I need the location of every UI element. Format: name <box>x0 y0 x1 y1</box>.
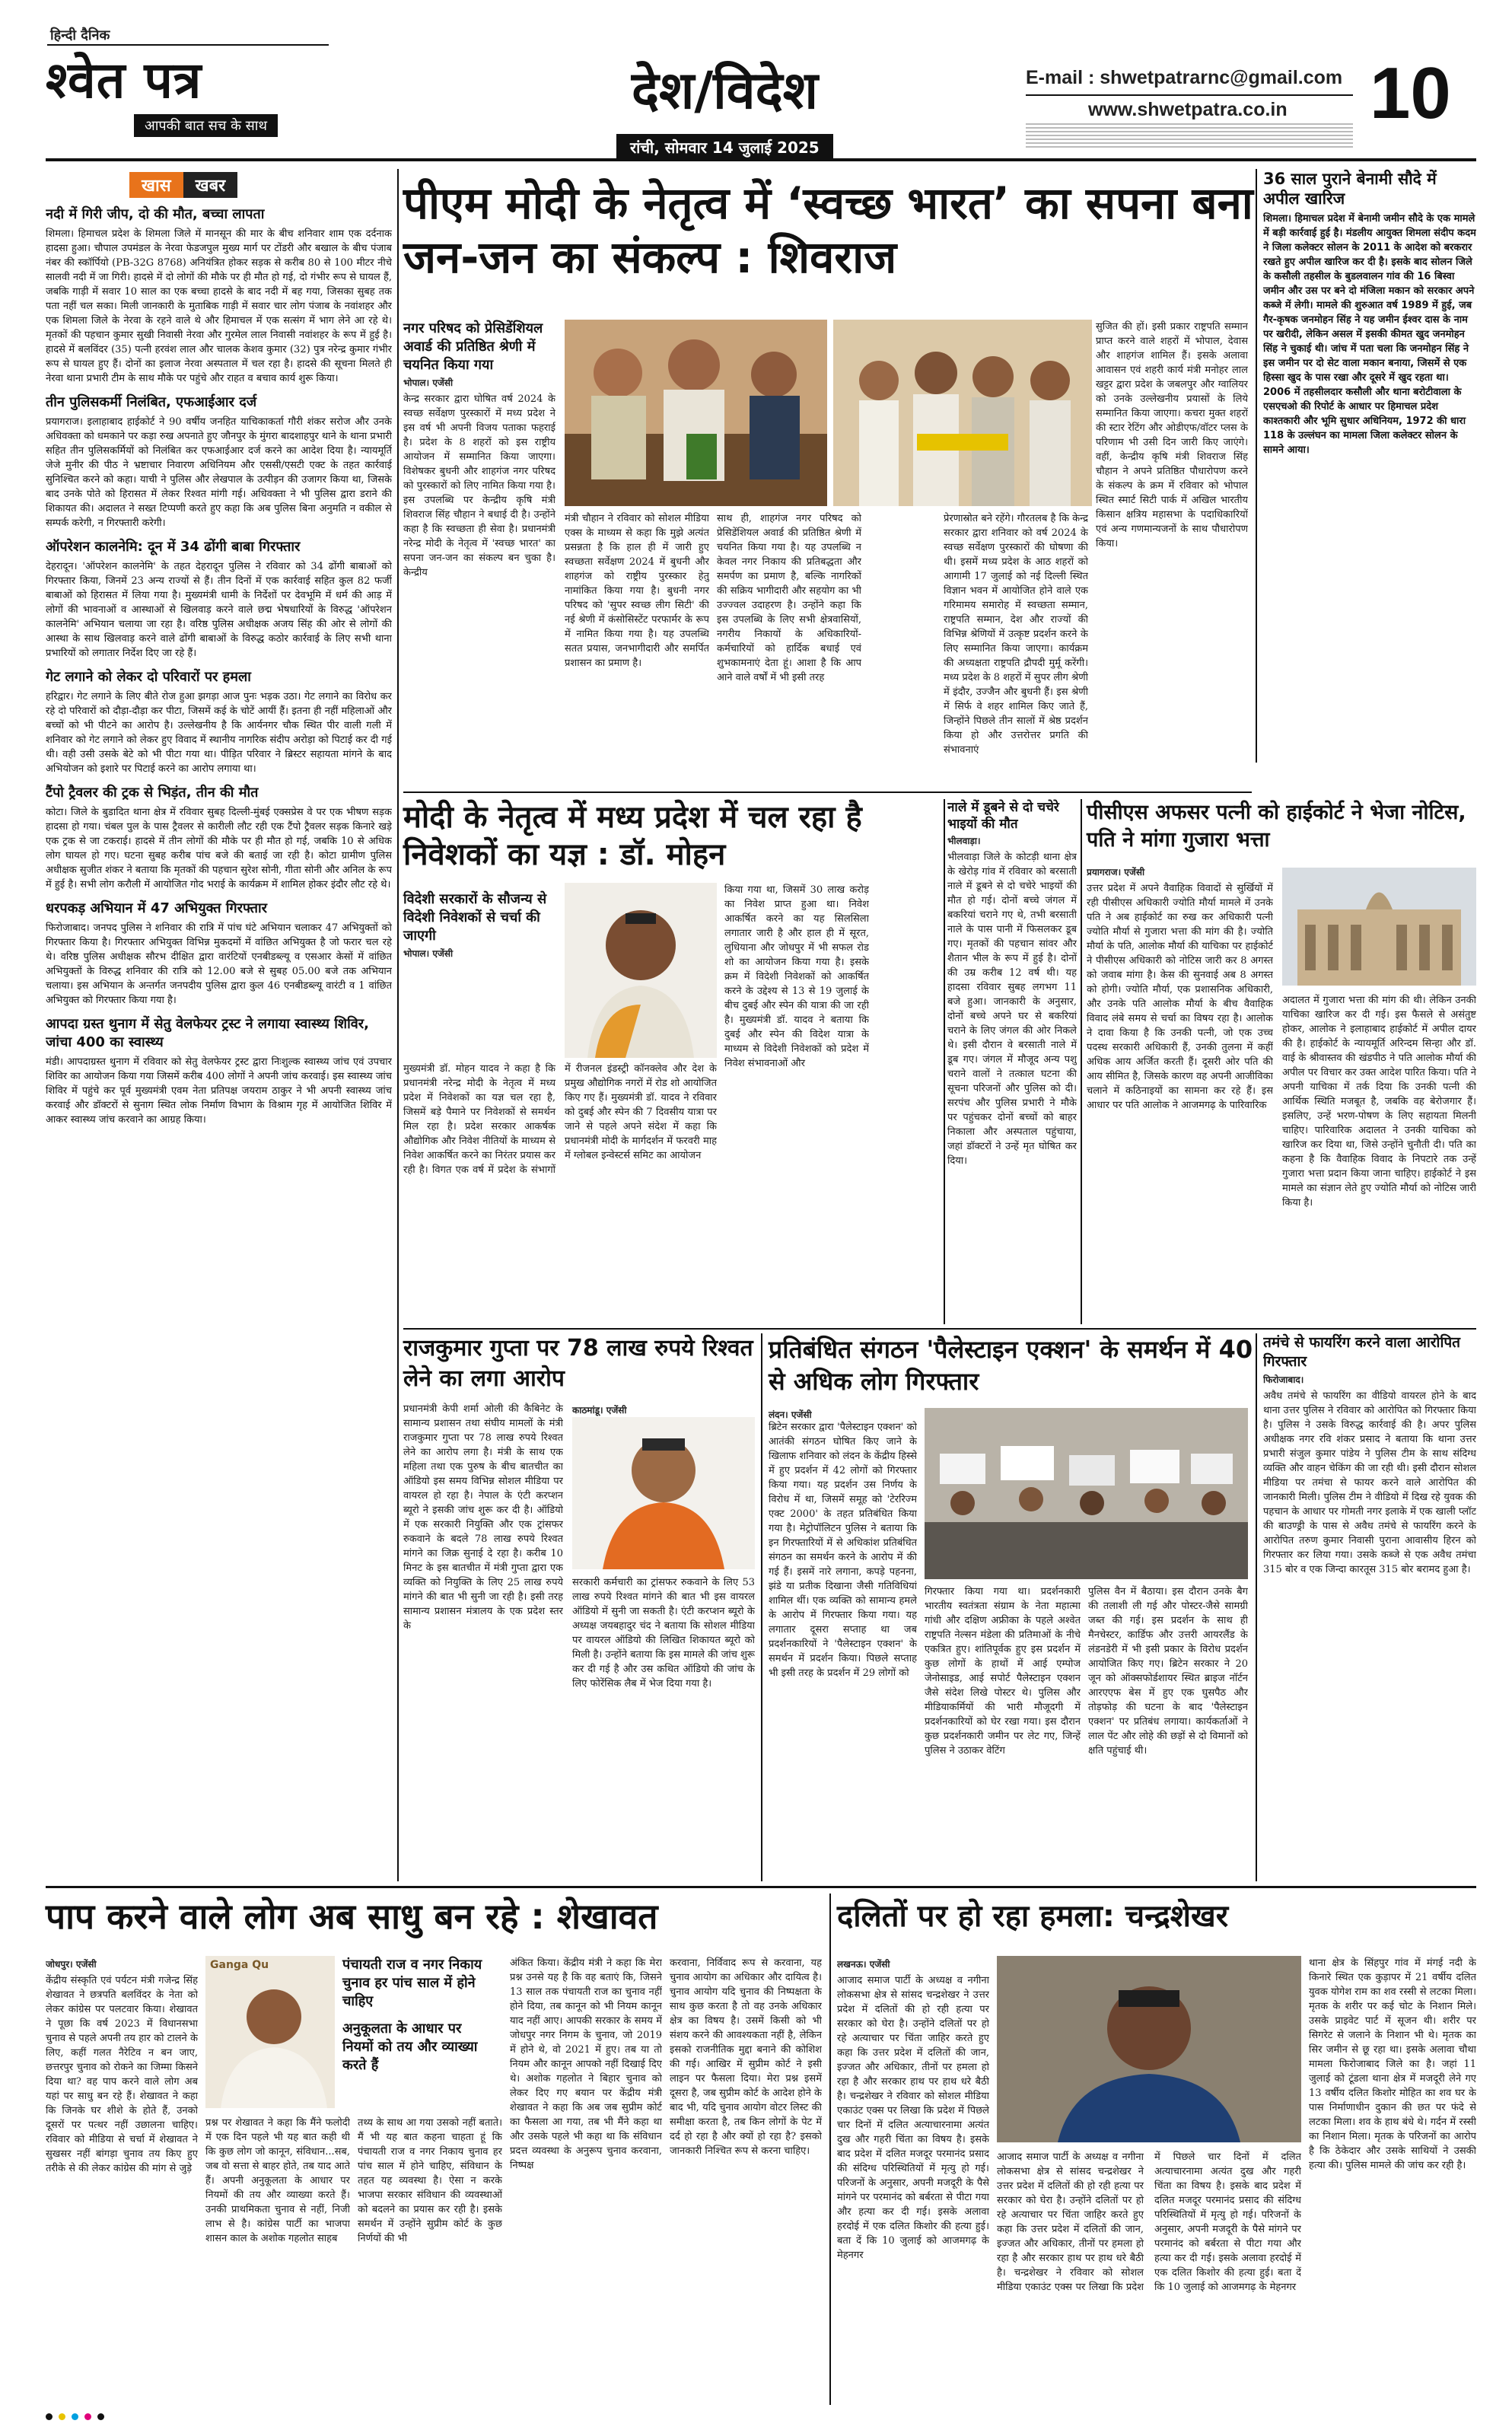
story5-headline: राजकुमार गुप्ता पर 78 लाख रुपये रिश्वत लेने का लगा आरोप <box>403 1335 753 1392</box>
brief-item <box>46 1015 392 1127</box>
story2-headline: मोदी के नेतृत्व में मध्य प्रदेश में चल रहा है निवेशकों का यज्ञ : डॉ. मोहन <box>403 800 862 872</box>
top-label-underline <box>47 44 329 46</box>
right-top-story <box>1263 169 1476 763</box>
story8-subheads <box>342 1956 495 2075</box>
lead-byline: भोपाल। एजेंसी <box>403 377 454 388</box>
brief-item <box>46 393 392 530</box>
lead-col-4-text: प्रेरणास्रोत बने रहेंगे। गौरतलब है कि केन्द्र सरकार द्वारा शनिवार को वर्ष 2024 के स्वच्छ सर्वेक्षण पुरस्कारों की घोषणा की थी। इसमें मध्य प्रदेश के आठ शहरों को आगामी 17 जुलाई को नई दिल्ली स्थित विज्ञान भवन में आयोजित होने वाले एक गरिमामय समारोह में स्वच्छता सम्मान, राष्ट्रपति सम्मान, देश और राज्यों की विभिन्न श्रेणियों में उत्कृष्ट प्रदर्शन करने के लिए सम्मानित किया जाएगा। कार्यक्रम की अध्यक्षता राष्ट्रपति द्रौपदी मुर्मू करेंगी। मध्य प्रदेश के 8 शहरों में सुपर लीग श्रेणी में इंदौर, उज्जैन और बुधनी हैं। इस श्रेणी में सिर्फ वे शहर शामिल किए जाते हैं, जिन्होंने पिछले तीन सालों में श्रेष्ठ प्रदर्शन किया हो और उत्तरोत्तर प्रगति की संभावनाएं <box>944 513 1088 756</box>
story9-byline: लखनऊ। एजेंसी <box>837 1959 890 1970</box>
tag-khabar: खबर <box>183 172 238 198</box>
brief-item <box>46 538 392 661</box>
email-contact[interactable]: E-mail : shwetpatrarnc@gmail.com <box>1026 67 1343 88</box>
lead-headline: पीएम मोदी के नेतृत्व में ‘स्वच्छ भारत’ का सपना बना जन-जन का संकल्प : शिवराज <box>403 177 1253 283</box>
mid-divider <box>403 1328 1476 1330</box>
story8-col-1: केंद्रीय संस्कृति एवं पर्यटन मंत्री गजेन्द्र सिंह शेखावत ने छत्रपति बलविंदर के नेता को लेकर कांग्रेस पर पलटवार किया। शेखावत ने पूछा कि वर्ष 2023 में विधानसभा चुनाव से पहले अपनी तय हार को टालने के लिए, कहीं गलत नैरेटिव न बन जाए, छत्तरपुर चुनाव को रोकने का जिम्मा किसने दिया था? वह पाप करने वाले लोग अब यहां पर साधु बन रहे हैं। शेखावत ने कहा कि जिनके घर शीशे के होते हैं, उनको दूसरों पर पत्थर नहीं उछालना चाहिए। रविवार को मीडिया से चर्चा में शेखावत ने सुखसर नहीं बांगड़ा चुनाव तय किए हुए तरीके से की लेकर कांग्रेस की मांग से जुड़े <box>46 1975 198 2174</box>
footer-dot <box>59 2413 65 2420</box>
paper-top-label: हिन्दी दैनिक <box>50 27 110 43</box>
lead-subhead <box>403 320 555 727</box>
story5-photo <box>572 1417 755 1569</box>
story8-subhead: पंचायती राज व नगर निकाय चुनाव हर पांच साल में होने चाहिए <box>342 1957 482 2009</box>
story6-photo <box>925 1408 1248 1579</box>
brief-item <box>46 668 392 776</box>
story8-col-1-wrap <box>46 1956 198 2405</box>
story6-col-2: गिरफ्तार किया गया था। प्रदर्शनकारी भारतीय स्वतंत्रता संग्राम के नेता महात्मा गांधी और दक्षिण अफ्रीका के पहले अश्वेत राष्ट्रपति नेल्सन मंडेला की प्रतिमाओं के नीचे एकत्रित हुए। शांतिपूर्वक हुए इस प्रदर्शन में कुछ लोगों के हाथों में आई एम्पोज जेनोसाइड, आई सपोर्ट पैलेस्टाइन एक्शन जैसे संदेश लिखे पोस्टर थे। पुलिस और मीडियाकर्मियों की भारी मौजूदगी में प्रदर्शनकारियों को घेर रखा गया। इस दौरान कुछ प्रदर्शनकारी जमीन पर लेट गए, जिन्हें पुलिस ने उठाकर वेटिंग <box>925 1586 1081 1757</box>
story2-left <box>403 890 555 963</box>
story4-col-2: अदालत में गुजारा भत्ता की मांग की थी। लेकिन उनकी याचिका खारिज कर दी गई। इस फैसले से असंतुष्ट होकर, आलोक ने इलाहाबाद हाईकोर्ट में अपील दायर की है। हाईकोर्ट के न्यायमूर्ति अरिन्दम सिन्हा और डॉ. वाई के श्रीवास्तव की खंडपीठ ने पति आलोक मौर्या की अपील पर विचार कर उक्त आदेश पारित किया। पति ने अपनी याचिका में तर्क दिया कि उनकी पत्नी की आर्थिक स्थिति मजबूत है, जबकि वह बेरोजगार हैं। इसलिए, उन्हें भरण-पोषण के लिए सहायता मिलनी चाहिए। पारिवारिक अदालत ने उनकी याचिका को खारिज कर दिया था, जिसे उन्होंने चुनौती दी। पति का कहना है कि वैवाहिक विवाद के निपटारे तक उन्हें गुजारा भत्ता प्रदान किया जाना चाहिए। हाईकोर्ट ने इस मामले का संज्ञान लेते हुए ज्योति मौर्या को नोटिस जारी किया है। <box>1282 995 1476 1209</box>
lead-col-1: केन्द्र सरकार द्वारा घोषित वर्ष 2024 के स्वच्छ सर्वेक्षण पुरस्कारों में मध्य प्रदेश ने इस वर्ष भी अपनी विजय पताका फहराई है। प्रदेश के 8 शहरों को इस राष्ट्रीय आयोजन में सम्मानित किया जाएगा। विशेषकर बुधनी और शाहगंज नगर परिषद को पुरस्कारों को लिए नामित किया गया है। इस उपलब्धि पर केन्द्रीय कृषि मंत्री शिवराज सिंह चौहान ने बधाई दी है। उन्होंने कहा है कि स्वच्छता ही सेवा है। प्रधानमंत्री नरेन्द्र मोदी के नेतृत्व में 'स्वच्छ भारत' का सपना जन-जन का संकल्प बन चुका है। केन्द्रीय <box>403 393 555 578</box>
story2-byline: भोपाल। एजेंसी <box>403 948 454 959</box>
story8-divider <box>829 1894 831 2405</box>
story9-col-2: थाना क्षेत्र के सिंहपुर गांव में मंगई नदी के किनारे स्थित एक कुड़ापर में 21 वर्षीय दलित युवक योगेश राम का शव रस्सी से लटका मिला। मृतक के शरीर पर कई चोट के निशान मिले। उसके प्राइवेट पार्ट में सूजन थी। शरीर पर सिगरेट से जलाने के निशान भी थे। मृतक का सिर जमीन से छू रहा था। इसके अलावा चौथा मामला फिरोजाबाद जिले का है। जहां 11 जुलाई को टूंडला थाना क्षेत्र में मजदूरी लेने गए 13 वर्षीय दलित किशोर मोहित का शव घर के पास निर्माणाधीन दुकान की छत पर फंदे से लटका मिला। शव के हाथ बंधे थे। गर्दन में रस्सी का निशान मिला। मृतक के परिजनों का आरोप है कि ठेकेदार और उसके साथियों ने उसकी हत्या की। पुलिस मामले की जांच कर रही है। <box>1309 1957 1476 2171</box>
footer-dot <box>46 2413 53 2420</box>
website-link[interactable]: www.shwetpatra.co.in <box>1088 99 1288 120</box>
story5-col-1: प्रधानमंत्री केपी शर्मा ओली की कैबिनेट के सामान्य प्रशासन तथा संघीय मामलों के मंत्री राजकुमार गुप्ता पर 78 लाख रुपये रिश्वत लेने का आरोप लगा है। मंत्री के साथ एक महिला तथा एक पुरुष के बीच बातचीत का ऑडियो इस समय विभिन्न सोशल मीडिया पर वायरल हो रहा है। नेपाल के एंटी करप्शन ब्यूरो ने इसकी जांच शुरू कर दी है। ऑडियो में एक सरकारी नियुक्ति और एक ट्रांसफर रुकवाने के बदले 78 लाख रुपये रिश्वत मांगने का जिक्र सुनाई दे रहा है। करीब 10 मिनट के इस बातचीत में मंत्री गुप्ता द्वारा एक व्यक्ति को नियुक्ति के लिए 25 लाख रुपये मांगने की बात भी सुनी जा रही है। इसी तरह सामान्य प्रशासन मंत्रालय के एक प्रदेश स्तर के <box>403 1403 563 1632</box>
masthead <box>0 0 1512 175</box>
right-top-body: शिमला। हिमाचल प्रदेश में बेनामी जमीन सौदे के एक मामले में बड़ी कार्रवाई हुई है। मंडलीय आयुक्त शिमला संदीप कदम ने जिला कलेक्टर सोलन के 2011 के आदेश को बरकरार रखते हुए अपील खारिज कर दी है। इसके बाद सोलन जिले के कसौली तहसील के बुडलवालन गांव की 16 बिस्वा जमीन और उस पर बने दो मंजिला मकान को सरकार अपने कब्जे में लेगी। मामले की शुरुआत वर्ष 1989 में हुई, जब गैर-कृषक जनमोहन सिंह ने यह जमीन ईश्वर दास के नाम पर खरीदी, लेकिन असल में इसकी कीमत खुद जनमोहन सिंह ने चुकाई थी। जांच में पता चला कि जनमोहन सिंह ने इस जमीन पर दो सेट वाला मकान बनाया, जिसमें से एक हिस्सा खुद के पास रखा और दूसरे में खुद रहता था। 2006 में तहसीलदार कसौली और थाना बरोटीवाला के एसएचओ की रिपोर्ट के आधार पर हिमाचल प्रदेश काश्तकारी और भूमि सुधार अधिनियम, 1972 की धारा 118 के उल्लंघन का मामला जिला कलेक्टर सोलन के सामने आया। <box>1263 213 1476 456</box>
brief-body: शिमला। हिमाचल प्रदेश के शिमला जिले में मानसून की मार के बीच शनिवार शाम एक दर्दनाक हादसा हुआ। चौपाल उपमंडल के नेरवा फेडजपुल मुख्य मार्ग पर टोंडरी और बखाल के बीच पंजाब नंबर की स्कॉर्पियो (PB-32G 8768) अनियंत्रित होकर सड़क से करीब 80 से 100 मीटर नीचे सालवी नदी में जा गिरी। हादसे में दो लोगों की मौके पर ही मौत हो गई, दो गंभीर रूप से घायल हैं, जबकि गाड़ी में सवार 10 साल का एक बच्चा हादसे के बाद नदी में बह गया, जिसका सुबह तक पता नहीं चल सका। मिली जानकारी के मुताबिक गाड़ी में सवार चार लोग पंजाब के नवांशहर और एक शिमला जिले के नेरवा के रहने वाले थे और हिमाचल में एक सत्संग में भाग लेने आ रहे थे। मृतकों की पहचान कुमार सुखी निवासी नेरवा और गुरमेल लाल निवासी नवांशहर के रूप में हुई है। हादसे में बलविंदर (35) पत्नी हरवंश लाल और चालक केशव कुमार (32) पुत्र नरेन्द्र कुमार गंभीर रूप से घायल हुए हैं। दोनों का इलाज नेरवा अस्पताल में चल रहा है। हादसे की सूचना मिलते ही नेरवा थाना प्रभारी टीम के साथ मौके पर पहुंचे और राहत व बचाव कार्य शुरू किया। <box>46 228 392 384</box>
right-top-headline: 36 साल पुराने बेनामी सौदे में अपील खारिज <box>1263 170 1437 208</box>
story3-body: भीलवाड़ा जिले के कोटड़ी थाना क्षेत्र के खेरोड़ गांव में रविवार को बरसाती नाले में डूबने से दो चचेरे भाइयों की मौत हो गई। दोनों बच्चे जंगल में बकरियां चराने गए थे, तभी बरसाती नाले के पास पानी में फिसलकर डूब गए। मृतकों की पहचान सांवर और शैतान भील के रूप में हुई है। दोनों की उम्र करीब 12 वर्ष थी। यह हादसा रविवार सुबह लगभग 11 बजे हुआ। जानकारी के अनुसार, दोनों बच्चे अपने घर से बकरियां चराने के लिए जंगल की ओर निकले थे। इसी दौरान वे बरसाती नाले में डूब गए। जंगल में मौजूद अन्य पशु चराने वालों ने तत्काल घटना की सूचना परिजनों और पुलिस को दी। सरपंच और पुलिस प्रभारी ने मौके पर पहुंचकर दोनों बच्चों को बाहर निकाला और अस्पताल पहुंचाया, जहां डॉक्टरों ने उन्हें मृत घोषित कर दिया। <box>947 852 1077 1167</box>
group-photo-illustration <box>833 320 1092 506</box>
brief-body: कोटा। जिले के बुडादित थाना क्षेत्र में रविवार सुबह दिल्ली-मुंबई एक्सप्रेस वे पर एक भीषण सड़क हादसा हो गया। चंबल पुल के पास ट्रैवलर से कारीली लौट रही एक टैंपो ट्रैवलर सड़क किनारे खड़े एक ट्रक से जा टकराई। हादसे में तीन लोगों की मौके पर ही मौत हो गई, जबकि 10 से अधिक लोग घायल हो गए। घटना सुबह करीब पांच बजे की बताई जा रही है। कोटा ग्रामीण पुलिस अधीक्षक सुजीत शंकर ने बताया कि मृतकों की पहचान सुरेश सोनी, गीता सोनी और अनिल के रूप में हुई है। सभी लोग करौली में आयोजित गोद भराई के कार्यक्रम में शामिल होकर इंदौर लौट रहे थे। <box>46 807 392 890</box>
tag-khas: खास <box>129 172 183 198</box>
story7-byline: फिरोजाबाद। <box>1263 1374 1304 1385</box>
lead-col-2: मंत्री चौहान ने रविवार को सोशल मीडिया एक्स के माध्यम से कहा कि मुझे अत्यंत प्रसन्नता है कि हाल ही में जारी हुए स्वच्छता सर्वेक्षण 2024 में बुधनी और शाहगंज को राष्ट्रीय पुरस्कार हेतु नामांकित किया गया है। बुधनी नगर परिषद को 'सुपर स्वच्छ लीग सिटी' की नई श्रेणी में कंसोसिस्टेंट परफार्मर के रूप में नामित किया गया है। यह उपलब्धि सतत प्रयास, जनभागीदारी और समर्पित प्रशासन का प्रमाण है। <box>565 513 709 669</box>
brief-item <box>46 900 392 1008</box>
story2-photo <box>565 883 717 1058</box>
story2-col-1: मुख्यमंत्री डॉ. मोहन यादव ने कहा है कि प्रधानमंत्री नरेन्द्र मोदी के नेतृत्व में मध्य प्रदेश में निवेशकों का यज्ञ चल रहा है, जिसमें बड़े पैमाने पर निवेशकों से समर्थन मिल रहा है। प्रदेश सरकार आकर्षक औद्योगिक और निवेश नीतियों के माध्यम से निवेश आकर्षित करने का निरंतर प्रयास कर रही है। विगत एक वर्ष में प्रदेश के संभागों में रीजनल इंडस्ट्री कॉनक्लेव और देश के प्रमुख औद्योगिक नगरों में रोड शो आयोजित किए गए हैं। मुख्यमंत्री डॉ. यादव ने रविवार को दुबई और स्पेन की 7 दिवसीय यात्रा पर जाने से पहले अपने संदेश में कहा कि प्रधानमंत्री मोदी के मार्गदर्शन में फरवरी माह में ग्लोबल इन्वेस्टर्स समिट का आयोजन <box>403 1063 717 1176</box>
story8-col-5: करवाना, निर्विवाद रूप से करवाना, यह चुनाव आयोग का अधिकार और दायित्व है। चुनाव आयोग यदि चुनाव की निष्पक्षता के साथ कुछ करता है तो वह उनके अधिकार क्षेत्र का विषय है। उसमें किसी को भी संशय करने की आवश्यकता नहीं है, लेकिन इसको राजनीतिक मुद्दा बनाने की कोशिश की गई। आखिर में सुप्रीम कोर्ट ने इसी लाइन पर फैसला दिया। मेरा प्रश्न इसमें दूसरा है, जब सुप्रीम कोर्ट के आदेश होने के बाद भी, यदि चुनाव आयोग वोटर लिस्ट की समीक्षा करता है, तब किन लोगों के पेट में दर्द हो रहा है और क्यों हो रहा है? इसको जानकारी निश्चित रूप से करना चाहिए। <box>670 1957 822 2157</box>
story7 <box>1263 1333 1476 1881</box>
story2-subhead: विदेशी सरकारों के सौजन्य से विदेशी निवेशकों से चर्चा की जाएगी <box>403 891 547 944</box>
paper-title: श्वेत पत्र <box>46 51 202 110</box>
right-column-divider <box>1256 169 1257 763</box>
brief-headline: तीन पुलिसकर्मी निलंबित, एफआईआर दर्ज <box>46 394 257 410</box>
footer-dot <box>72 2413 78 2420</box>
brief-body: मंडी। आपदाग्रस्त थुनाग में रविवार को सेतु वेलफेयर ट्रस्ट द्वारा निःशुल्क स्वास्थ्य जांच एवं उपचार शिविर का आयोजन किया गया जिसमें करीब 400 लोगों ने अपनी जांच करवाई। इस स्वास्थ्य जांच शिविर में पहुंचे कर पूर्व मुख्यमंत्री एवम नेता प्रतिपक्ष जयराम ठाकुर ने भी अपनी स्वास्थ्य जांच करवाई और डॉक्टरों से सुनाग स्थित लोक निर्माण विभाग के विश्राम गृह में आयोजित शिविर में आकर स्वास्थ्य जांच करवाने का आग्रह किया। <box>46 1056 392 1126</box>
story5-col-2: सरकारी कर्मचारी का ट्रांसफर रुकवाने के लिए 53 लाख रुपये रिश्वत मांगने की बात भी इस वायरल ऑडियो में सुनी जा सकती है। एंटी करप्शन ब्यूरो के अध्यक्ष जयबहादुर चंद ने बताया कि सोशल मीडिया पर वायरल ऑडियो की लिखित शिकायत ब्यूरो को मिली है। उन्होंने बताया कि इस मामले की जांच शुरू कर दी गई है और उस कथित ऑडियो की जांच के लिए फोरेंसिक लैब में भेज दिया गया है। <box>572 1577 755 1690</box>
story3-byline: भीलवाड़ा। <box>947 836 981 846</box>
story5-byline: काठमांडू। एजेंसी <box>572 1405 627 1416</box>
brief-headline: ऑपरेशन कालनेमि: दून में 34 ढोंगी बाबा गिरफ्तार <box>46 539 301 555</box>
story6-col-1: ब्रिटेन सरकार द्वारा 'पैलेस्टाइन एक्शन' को आतंकी संगठन घोषित किए जाने के खिलाफ शनिवार को लंदन के केंद्रीय हिस्से में हुए प्रदर्शन में 42 लोगों को गिरफ्तार किया गया। यह प्रदर्शन उस निर्णय के विरोध में था, जिसमें समूह को 'टेररिज्म एक्ट 2000' के तहत प्रतिबंधित किया गया है। मेट्रोपॉलिटन पुलिस ने बताया कि इन गिरफ्तारियों में से अधिकांश प्रतिबंधित संगठन का समर्थन करने के आरोप में की गई हैं। इसमें नारे लगाना, कपड़े पहनना, झंडे या प्रतीक दिखाना जैसी गतिविधियां शामिल थीं। एक व्यक्ति को सामान्य हमले के आरोप में गिरफ्तार किया गया। यह लगातार दूसरा सप्ताह था जब प्रदर्शनकारियों ने 'पैलेस्टाइन एक्शन' के समर्थन में प्रदर्शन किया। पिछले सप्ताह भी इसी तरह के प्रदर्शन में 29 लोगों को <box>769 1422 917 1679</box>
lead-divider <box>403 791 1252 793</box>
title-tagline: आपकी बात सच के साथ <box>134 114 278 137</box>
brief-headline: धरपकड़ अभियान में 47 अभियुक्त गिरफ्तार <box>46 900 267 916</box>
masthead-stripes <box>1026 122 1353 148</box>
story2-divider <box>944 799 945 1324</box>
brief-item <box>46 205 392 386</box>
brief-body: प्रयागराज। इलाहाबाद हाईकोर्ट ने 90 वर्षीय जनहित याचिकाकर्ता गौरी शंकर सरोज और उनके अधिवक्ता को धमकाने पर कड़ा रुख अपनाते हुए जौनपुर के मुंगरा बादशाहपुर थाने के थाना प्रभारी सहित तीन पुलिसकर्मियों को निलंबित कर एफआईआर दर्ज करने का आदेश दिया है। न्यायमूर्ति जेजे मुनीर की पीठ ने भ्रष्टाचार निवारण अधिनियम और एससी/एसटी एक्ट के तहत कार्रवाई सुनिश्चित करने को कहा। याची ने पुलिस और लेखपाल के उत्पीड़न की उजागर किया था, जिसके बाद उनके पोते को हिरासत में लेकर रिश्वत मांगी गई। अधिवक्ता ने भी पुलिस द्वारा डराने की शिकायत की। अदालत ने सख्त टिप्पणी करते हुए कहा कि अब पुलिस बिना अनुमति न वकील से सम्पर्क करेगी, न गिरफ्तारी करेगी। <box>46 416 392 529</box>
story9-headline: दलितों पर हो रहा हमला: चन्द्रशेखर <box>837 1899 1229 1934</box>
protest-photo-illustration <box>925 1408 1248 1579</box>
story4-headline: पीसीएस अफसर पत्नी को हाईकोर्ट ने भेजा नोटिस, पति ने मांगा गुजारा भत्ता <box>1087 801 1466 852</box>
story9-photo <box>997 1956 1301 2142</box>
story9-col-1-wrap <box>837 1956 989 2405</box>
brief-body: फिरोजाबाद। जनपद पुलिस ने शनिवार की रात्रि में पांच घंटे अभियान चलाकर 47 अभियुक्तों को गिरफ्तार किया है। गिरफ्तार अभियुक्त विभिन्न मुकदमों में वांछित अभियुक्त है जो फरार चल रहे थे। वरिष्ठ पुलिस अधीक्षक सौरभ दीक्षित द्वारा वारंटियों एनबीडब्ल्यू व एसआर केसों में वांछित अभियुक्तों के विरुद्ध शनिवार की रात्रि को 12.00 बजे से सुबह 05.00 बजे तक अभियान चलाया। इस अभियान के अन्तर्गत जनपदीय पुलिस द्वारा कुल 46 एनबीडब्ल्यू वारंटी व 1 वांछित अभियुक्त को गिरफ्तार किया गया है। <box>46 922 392 1006</box>
photo-caption: Ganga Qu <box>210 1959 269 1971</box>
story9-col-mid: आजाद समाज पार्टी के अध्यक्ष व नगीना लोकसभा क्षेत्र से सांसद चन्द्रशेखर ने उत्तर प्रदेश में दलितों की हो रही हत्या पर सरकार को घेरा है। उन्होंने दलितों पर हो रहे अत्याचार पर चिंता जाहिर करते हुए कहा कि उत्तर प्रदेश में दलितों की जान, इज्जत और अधिकार, तीनों पर हमला हो रहा है और सरकार हाथ पर हाथ धरे बैठी है। चन्द्रशेखर ने रविवार को सोशल मीडिया एकाउंट एक्स पर लिखा कि प्रदेश में पिछले चार दिनों में दलित अत्याचारनामा अत्यंत दुख और गहरी चिंता का विषय है। इसके बाद प्रदेश में दलित मजदूर परमानंद प्रसाद की संदिग्ध परिस्थितियों में मृत्यु हो गई। परिजनों के अनुसार, अपनी मजदूरी के पैसे मांगने पर परमानंद को बर्बरता से पीटा गया और हत्या कर दी गई। इसके अलावा हरदोई में एक दलित किशोर की हत्या हुई। बता दें कि 10 जुलाई को आजमगढ़ के मेहनगर <box>997 2151 1301 2293</box>
story4-byline: प्रयागराज। एजेंसी <box>1087 867 1145 877</box>
bottom-divider <box>46 1886 1476 1888</box>
story4-left <box>1087 864 1273 1324</box>
lead-photo <box>565 320 827 506</box>
section-title: देश/विदेश <box>632 61 818 121</box>
story4-divider <box>1081 799 1082 1324</box>
story5-divider <box>761 1333 762 1881</box>
story9-col-1: आजाद समाज पार्टी के अध्यक्ष व नगीना लोकसभा क्षेत्र से सांसद चन्द्रशेखर ने उत्तर प्रदेश में दलितों की हो रही हत्या पर सरकार को घेरा है। उन्होंने दलितों पर हो रहे अत्याचार पर चिंता जाहिर करते हुए कहा कि उत्तर प्रदेश में दलितों की जान, इज्जत और अधिकार, तीनों पर हमला हो रहा है और सरकार हाथ पर हाथ धरे बैठी है। चन्द्रशेखर ने रविवार को सोशल मीडिया एकाउंट एक्स पर लिखा कि प्रदेश में पिछले चार दिनों में दलित अत्याचारनामा अत्यंत दुख और गहरी चिंता का विषय है। इसके बाद प्रदेश में दलित मजदूर परमानंद प्रसाद की संदिग्ध परिस्थितियों में मृत्यु हो गई। परिजनों के अनुसार, अपनी मजदूरी के पैसे मांगने पर परमानंद को बर्बरता से पीटा गया और हत्या कर दी गई। इसके अलावा हरदोई में एक दलित किशोर की हत्या हुई। बता दें कि 10 जुलाई को आजमगढ़ के मेहनगर <box>837 1975 989 2261</box>
story8-headline: पाप करने वाले लोग अब साधु बन रहे : शेखावत <box>46 1896 658 1937</box>
story6-divider <box>1256 1333 1257 1881</box>
chandrashekhar-photo-illustration <box>997 1956 1301 2142</box>
high-court-building-illustration <box>1282 868 1476 986</box>
story6-col-3: पुलिस वैन में बैठाया। इस दौरान उनके बैग की तलाशी ली गई और पोस्टर-जैसे सामग्री जब्त की गई। इस प्रदर्शन के साथ ही मैनचेस्टर, कार्डिफ और उत्तरी आयरलैंड के लंडनडेरी में भी इसी प्रकार के विरोध प्रदर्शन आयोजित किए गए। ब्रिटेन सरकार ने 20 जून को ऑक्सफोर्डशायर स्थित ब्राइज नॉर्टन आरएएफ बेस में हुए एक घुसपैठ और तोड़फोड़ की घटना के बाद 'पैलेस्टाइन एक्शन' पर प्रतिबंध लगाया। कार्यकर्ताओं ने लाल पेंट और लोहे की छड़ों से दो विमानों को क्षति पहुंचाई थी। <box>1088 1586 1248 1757</box>
story3-headline: नाले में डूबने से दो चचेरे भाइयों की मौत <box>947 800 1059 832</box>
lead-col-5: सुजित की हों। इसी प्रकार राष्ट्रपति सम्मान प्राप्त करने वाले शहरों में भोपाल, देवास और शाहगंज शामिल हैं। इसके अलावा आवासन एवं शहरी कार्य मंत्री मनोहर लाल खट्टर द्वारा प्रदेश के जबलपुर और ग्वालियर को उनके उल्लेखनीय प्रयासों के लिये सम्मानित किया जाएगा। कचरा मुक्त शहरों की स्टार रेटिंग और ओडीएफ/वॉटर प्लस के परिणाम भी उसी दिन जारी किए जाएंगे। वहीं, केन्द्रीय कृषि मंत्री शिवराज सिंह चौहान ने अपने प्रतिष्ठित पौधारोपण करने के संकल्प के क्रम में रविवार को भोपाल स्थित स्मार्ट सिटी पार्क में अखिल भारतीय किसान क्षत्रिय महासभा के पदाधिकारियों एवं अन्य गणमान्यजनों के साथ पौधारोपण किया। <box>1096 321 1248 549</box>
brief-headline: आपदा ग्रस्त थुनाग में सेतु वेलफेयर ट्रस्ट ने लगाया स्वास्थ्य शिविर, जांचा 400 का स्वास्थ्य <box>46 1016 370 1050</box>
story6-byline: लंदन। एजेंसी <box>769 1409 812 1420</box>
khas-khabar-tag <box>129 172 392 198</box>
lead-photo-2 <box>833 320 1092 506</box>
brief-headline: टैंपो ट्रैवलर की ट्रक से भिड़ंत, तीन की मौत <box>46 785 259 801</box>
mohan-portrait-illustration <box>565 883 717 1058</box>
brief-headline: गेट लगाने को लेकर दो परिवारों पर हमला <box>46 669 251 685</box>
contact-divider <box>1026 94 1353 96</box>
shekhawat-portrait-illustration <box>205 1956 335 2108</box>
story8-subhead-2: अनुकूलता के आधार पर नियमों को तय और व्याख्या करते हैं <box>342 2021 478 2073</box>
story4-col-1: उत्तर प्रदेश में अपने वैवाहिक विवादों से सुर्खियों में रही पीसीएस अधिकारी ज्योति मौर्या मामले में उनके पति ने अब हाईकोर्ट का रुख कर अधिकारी पत्नी ज्योति मौर्या से गुजारा भत्ता की मांग की है। ज्योति मौर्या के पति, आलोक मौर्या की याचिका पर हाईकोर्ट ने पीसीएस अधिकारी को नोटिस जारी कर 8 अगस्त को जवाब मांगा है। केस की सुनवाई अब 8 अगस्त को होगी। ज्योति मौर्या, एक प्रशासनिक अधिकारी, और उनके पति आलोक मौर्या के बीच वैवाहिक विवाद लंबे समय से चर्चा का विषय रहा है। आलोक ने दावा किया है कि उनकी पत्नी, जो एक उच्च पदस्थ सरकारी अधिकारी हैं, उनकी तुलना में कहीं अधिक आय अर्जित करती हैं। दूसरी ओर पति की आय सीमित है, जिसके कारण वह अपनी आजीविका चलाने में कठिनाइयों का सामना कर रहे हैं। इस आधार पर पति आलोक ने आजमगढ़ के पारिवारिक <box>1087 883 1273 1111</box>
lead-subhead-text: नगर परिषद को प्रेसिडेंशियल अवार्ड की प्रतिष्ठित श्रेणी में चयनित किया गया <box>403 320 543 373</box>
story7-body: अवैध तमंचे से फायरिंग का वीडियो वायरल होने के बाद थाना उत्तर पुलिस ने रविवार को आरोपित को गिरफ्तार किया है। पुलिस ने उसके विरुद्ध कार्रवाई की है। अपर पुलिस अधीक्षक नगर रवि शंकर प्रसाद ने बताया कि थाना उत्तर प्रभारी संजुल कुमार पांडेय ने पुलिस टीम के साथ संदिग्ध व्यक्ति और वाहन चेकिंग की जा रही थी। इसी दौरान सोशल मीडिया पर तमंचा से फायर करने वाले आरोपित की जानकारी मिली। पुलिस टीम ने वीडियो में दिख रहे युवक की पहचान के आधार पर गोमती नगर इलाके में एक खाली प्लॉट की बाउण्ड्री के पास से अवैध तमंचे से फायरिंग करने के आरोपित तरुण कुमार निवासी पुराना आवासीय हिरन को गिरफ्तार कर लिया गया। उसके कब्जे से एक अवैध तमंचा 315 बोर व एक जिन्दा कारतूस 315 बोर बरामद हुआ है। <box>1263 1390 1476 1575</box>
story8-col-2: प्रश्न पर शेखावत ने कहा कि मैंने फलोदी में एक दिन पहले भी यह बात कही थी कि कुछ लोग जो कानून, संविधान...सब, जब वो सत्ता से बाहर होते, तब याद आते हैं। अपनी अनुकूलता के आधार पर नियमों की तय और व्याख्या करते हैं। उनकी प्राथमिकता चुनाव से नहीं, निजी लाभ से है। कांग्रेस पार्टी का भाजपा शासन काल के अशोक गहलोत साहब <box>205 2117 350 2244</box>
brief-headline: नदी में गिरी जीप, दो की मौत, बच्चा लापता <box>46 206 265 222</box>
footer-color-bar <box>46 2411 1476 2422</box>
brief-item <box>46 784 392 892</box>
masthead-rule <box>46 158 1476 161</box>
brief-body: हरिद्वार। गेट लगाने के लिए बीते रोज हुआ झगड़ा आज पुनः भड़क उठा। गेट लगाने का विरोध कर रहे दो परिवारों को दौड़ा-दौड़ा कर पीटा, जिसमें कई के चोटें आयीं हैं। इतना ही नहीं महिलाओं और बच्चों को भी पीटने का आरोप है। उल्लेखनीय है कि आर्यनगर चौक स्थित पीर वाली गली में शनिवार को गेट लगाने को लेकर हुए विवाद में स्थानीय नागरिक संदीप अरोड़ा को पिटाई कर दी गई थी। वही उसी उसके बेटे को भी पीटा गया था। पीड़ित परिवार ने ब्रिस्टर सहायता मांगने के बाद अभियोजन को इशारे पर पिटाई करने का आरोप लगाया था। <box>46 691 392 775</box>
story6-headline: प्रतिबंधित संगठन 'पैलेस्टाइन एक्शन' के समर्थन में 40 से अधिक लोग गिरफ्तार <box>769 1335 1253 1396</box>
brief-body: देहरादून। 'ऑपरेशन कालनेमि' के तहत देहरादून पुलिस ने रविवार को 34 ढोंगी बाबाओं को गिरफ्तार किया, जिनमें 23 अन्य राज्यों से हैं। तीन दिनों में एक कार्रवाई सहित कुल 82 फर्जी बाबाओं को हिरासत में लिया गया है। मुख्यमंत्री धामी के निर्देशों पर देवभूमि में धर्म की आड़ में लोगों की भावनाओं व आस्थाओं से खिलवाड़ करने वाले छद्म भेषधारियों के विरुद्ध 'ऑपरेशन कालनेमि' अभियान चलाया जा रहा है। वरिष्ठ पुलिस अधीक्षक अजय सिंह की ओर से लोगों की आस्था के साथ खिलवाड़ करने वाले ढोंगी बाबाओं के विरुद्ध कठोर कार्रवाई के लिए सभी थाना प्रभारियों को लगातार निर्देश दिए जा रहे हैं। <box>46 561 392 659</box>
minister-portrait-illustration <box>572 1417 755 1569</box>
left-column <box>46 169 392 1881</box>
footer-dot <box>84 2413 91 2420</box>
story3 <box>947 799 1077 1324</box>
dateline: रांची, सोमवार 14 जुलाई 2025 <box>616 134 833 161</box>
story8-photo <box>205 1956 335 2108</box>
lead-photo-illustration <box>565 320 827 506</box>
story4-photo <box>1282 868 1476 986</box>
page-number: 10 <box>1370 53 1451 134</box>
story7-headline: तमंचे से फायरिंग करने वाला आरोपित गिरफ्तार <box>1263 1334 1461 1370</box>
left-column-divider <box>397 169 399 1881</box>
story2-col-2: किया गया था, जिसमें 30 लाख करोड़ का निवेश प्राप्त हुआ था। निवेश आकर्षित करने का यह सिलसिला लगातार जारी है और हाल ही में सूरत, लुधियाना और जोधपुर में भी सफल रोड शो का आयोजन किया गया है। इसके क्रम में विदेशी निवेशकों को आकर्षित करने के उद्देश्य से 13 से 19 जुलाई के बीच दुबई और स्पेन की यात्रा की जा रही है। मुख्यमंत्री डॉ. यादव ने बताया कि दुबई और स्पेन की विदेश यात्रा के माध्यम से विदेशी निवेशकों को प्रदेश में निवेश संभावनाओं और <box>724 884 869 1069</box>
lead-col-3: साथ ही, शाहगंज नगर परिषद को प्रेसिडेंशियल अवार्ड की प्रतिष्ठित श्रेणी में चयनित किया गया है। यह उपलब्धि न केवल नगर निकाय की प्रतिबद्धता और समर्पण का प्रमाण है, बल्कि नागरिकों की सक्रिय भागीदारी और सहयोग का भी उज्ज्वल उदाहरण है। उन्होंने कहा कि इस उपलब्धि के लिए सभी क्षेत्रवासियों, नगरीय निकायों के अधिकारियों-कर्मचारियों को हार्दिक बधाई एवं शुभकामनाएं देता हूं। आशा है कि आप आने वाले वर्षों में भी इसी तरह <box>717 513 861 683</box>
story8-col-3: तथ्य के साथ आ गया उसको नहीं बताते। मैं भी यह बात कहना चाहता हूं कि पंचायती राज व नगर निकाय चुनाव हर पांच साल में होने चाहिए, संविधान के तहत यह व्यवस्था है। ऐसा न करके भाजपा सरकार संविधान की व्यवस्थाओं को बदलने का प्रयास कर रही है। इसके समर्थन में उन्होंने सुप्रीम कोर्ट के कुछ निर्णयों की भी <box>358 2117 502 2244</box>
story8-col-4: अंकित किया। केंद्रीय मंत्री ने कहा कि मेरा प्रश्न उनसे यह है कि वह बताएं कि, जिसने 13 साल तक पंचायती राज का चुनाव नहीं होने दिया, तब कानून को भी नियम कानून याद नहीं आए। आपकी सरकार के समय में जोधपुर नगर निगम के चुनाव, जो 2019 में होने थे, वो 2021 में हुए। तब या तो नियम और कानून आपको नहीं दिखाई दिए थे। अशोक गहलोत ने बिहार चुनाव को लेकर दिए गए बयान पर केंद्रीय मंत्री शेखावत ने कहा कि अब जब सुप्रीम कोर्ट का फैसला आ गया, तब भी मैंने कहा था और उसके पहले भी कहा था कि संविधान प्रदत्त व्यवस्था के अनुरूप चुनाव करवाना, निष्पक्ष <box>510 1957 662 2171</box>
story8-byline: जोधपुर। एजेंसी <box>46 1959 97 1970</box>
footer-dot <box>97 2413 104 2420</box>
